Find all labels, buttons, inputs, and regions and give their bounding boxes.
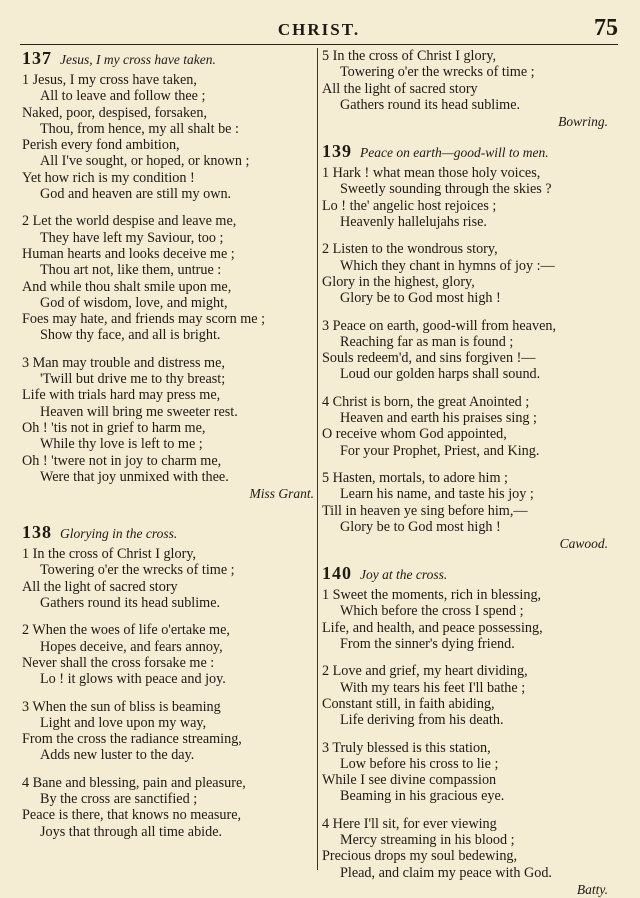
verse-line: Life, and health, and peace possessing,	[322, 619, 543, 636]
stanza	[322, 663, 608, 728]
verse-line: Peace is there, that knows no measure,	[22, 807, 242, 824]
stanza	[322, 165, 608, 230]
verse-line: 1 In the cross of Christ I glory,	[22, 546, 197, 563]
hymn-header	[22, 48, 314, 70]
stanza	[322, 394, 608, 459]
verse-line: Light and love upon my way,	[40, 714, 207, 731]
hymn-title: Glorying in the cross.	[60, 526, 178, 542]
verse-line: Reaching far as man is found ;	[340, 333, 514, 350]
verse-line: Glory be to God most high !	[340, 518, 501, 535]
verse-line: 'Twill but drive me to thy breast;	[40, 371, 226, 388]
verse-line: 1 Hark ! what mean those holy voices,	[322, 165, 541, 182]
stanza	[22, 213, 314, 343]
verse-line: Low before his cross to lie ;	[340, 755, 499, 772]
verse-line: 4 Bane and blessing, pain and pleasure,	[22, 774, 246, 791]
verse-line: From the sinner's dying friend.	[340, 636, 515, 653]
verse-line: While I see divine compassion	[322, 772, 497, 789]
verse-line: Oh ! 'tis not in grief to harm me,	[22, 419, 206, 436]
verse-line: They have left my Saviour, too ;	[40, 229, 224, 246]
verse-line: All the light of sacred story	[322, 80, 478, 97]
verse-line: Lo ! the' angelic host rejoices ;	[322, 197, 497, 214]
verse-line: Mercy streaming in his blood ;	[340, 831, 515, 848]
hymn-header	[322, 141, 608, 163]
hymn-author: Batty.	[576, 881, 608, 897]
verse-line: Lo ! it glows with peace and joy.	[40, 671, 226, 688]
verse-line: Yet how rich is my condition !	[22, 169, 195, 186]
verse-line: Till in heaven ye sing before him,—	[322, 502, 528, 519]
verse-line: 5 In the cross of Christ I glory,	[322, 48, 497, 64]
page-header	[20, 14, 618, 45]
hymn-number: 139	[322, 141, 352, 162]
verse-line: Heavenly hallelujahs rise.	[340, 214, 487, 231]
verse-line: Perish every fond ambition,	[22, 137, 180, 154]
verse-line: Loud our golden harps shall sound.	[340, 366, 541, 383]
verse-line: Towering o'er the wrecks of time ;	[340, 64, 535, 81]
verse-line: God of wisdom, love, and might,	[40, 294, 228, 311]
verse-line: Sweetly sounding through the skies ?	[340, 181, 552, 198]
verse-line: And while thou shalt smile upon me,	[22, 278, 232, 295]
verse-line: Learn his name, and taste his joy ;	[340, 486, 534, 503]
hymn-number: 140	[322, 563, 352, 584]
verse-line: 1 Sweet the moments, rich in blessing,	[322, 587, 542, 604]
stanza	[322, 587, 608, 652]
hymn-title: Joy at the cross.	[360, 567, 448, 583]
verse-line: Plead, and claim my peace with God.	[340, 864, 552, 881]
verse-line: Were that joy unmixed with thee.	[40, 468, 229, 485]
hymn-number: 138	[22, 522, 52, 543]
stanza	[22, 355, 314, 485]
verse-line: While thy love is left to me ;	[40, 436, 203, 453]
hymn-author: Bowring.	[558, 114, 608, 130]
verse-line: Human hearts and looks deceive me ;	[22, 245, 235, 262]
verse-line: God and heaven are still my own.	[40, 186, 232, 203]
verse-line: Thou art not, like them, untrue :	[40, 262, 222, 279]
hymn-author: Cawood.	[559, 536, 608, 552]
left-column	[22, 48, 314, 840]
page-number: 75	[594, 15, 618, 41]
verse-line: From the cross the radiance streaming,	[22, 731, 242, 748]
verse-line: 3 Peace on earth, good-will from heaven,	[322, 317, 557, 334]
running-title: CHRIST.	[277, 20, 361, 39]
verse-line: 2 Listen to the wondrous story,	[322, 241, 498, 258]
stanza	[322, 470, 608, 535]
verse-line: 2 When the woes of life o'ertake me,	[22, 622, 230, 639]
verse-line: All I've sought, or hoped, or known ;	[40, 153, 250, 170]
verse-line: Joys that through all time abide.	[40, 823, 223, 840]
verse-line: 4 Here I'll sit, for ever viewing	[322, 815, 497, 832]
verse-line: Precious drops my soul bedewing,	[322, 848, 518, 865]
stanza	[322, 241, 608, 306]
verse-line: Oh ! 'twere not in joy to charm me,	[22, 452, 222, 469]
verse-line: Heaven will bring me sweeter rest.	[40, 403, 238, 420]
verse-line: 1 Jesus, I my cross have taken,	[22, 72, 197, 88]
stanza	[22, 775, 314, 840]
verse-line: Naked, poor, despised, forsaken,	[22, 104, 207, 121]
verse-line: Towering o'er the wrecks of time ;	[40, 562, 235, 579]
verse-line: Gathers round its head sublime.	[40, 595, 221, 612]
stanza	[22, 699, 314, 764]
hymn-header	[22, 522, 314, 544]
hymn-header	[322, 563, 608, 585]
verse-line: Show thy face, and all is bright.	[40, 327, 221, 344]
verse-line: By the cross are sanctified ;	[40, 790, 198, 807]
verse-line: Thou, from hence, my all shalt be :	[40, 120, 239, 137]
stanza	[322, 816, 608, 881]
verse-line: With my tears his feet I'll bathe ;	[340, 679, 526, 696]
verse-line: Foes may hate, and friends may scorn me ;	[22, 311, 266, 328]
verse-line: Which they chant in hymns of joy :—	[340, 257, 555, 274]
verse-line: Life deriving from his death.	[340, 712, 504, 729]
verse-line: 3 Truly blessed is this station,	[322, 739, 491, 756]
verse-line: Souls redeem'd, and sins forgiven !—	[322, 350, 536, 367]
verse-line: Constant still, in faith abiding,	[322, 695, 495, 712]
verse-line: Glory be to God most high !	[340, 290, 501, 307]
verse-line: All the light of sacred story	[22, 578, 178, 595]
verse-line: 3 When the sun of bliss is beaming	[22, 698, 221, 715]
right-column	[322, 48, 608, 898]
verse-line: Heaven and earth his praises sing ;	[340, 410, 537, 427]
verse-line: Glory in the highest, glory,	[322, 273, 475, 290]
stanza	[22, 622, 314, 687]
verse-line: Never shall the cross forsake me :	[22, 654, 215, 671]
verse-line: Which before the cross I spend ;	[340, 603, 524, 620]
verse-line: 5 Hasten, mortals, to adore him ;	[322, 469, 508, 486]
stanza	[322, 48, 608, 113]
verse-line: Adds new luster to the day.	[40, 747, 195, 764]
verse-line: All to leave and follow thee ;	[40, 88, 206, 105]
hymn-number: 137	[22, 48, 52, 68]
hymn-title: Jesus, I my cross have taken.	[60, 52, 216, 67]
stanza	[22, 546, 314, 611]
hymn-author: Miss Grant.	[249, 486, 314, 502]
verse-line: Hopes deceive, and fears annoy,	[40, 638, 223, 655]
stanza	[322, 318, 608, 383]
verse-line: Beaming in his gracious eye.	[340, 788, 505, 805]
verse-line: Life with trials hard may press me,	[22, 387, 221, 404]
verse-line: O receive whom God appointed,	[322, 426, 507, 443]
verse-line: Gathers round its head sublime.	[340, 96, 521, 113]
hymn-title: Peace on earth—good-will to men.	[360, 145, 549, 161]
verse-line: 3 Man may trouble and distress me,	[22, 354, 225, 371]
verse-line: 2 Love and grief, my heart dividing,	[322, 663, 528, 680]
stanza	[22, 72, 314, 202]
verse-line: 4 Christ is born, the great Anointed ;	[322, 393, 530, 410]
verse-line: For your Prophet, Priest, and King.	[340, 442, 540, 459]
stanza	[322, 740, 608, 805]
column-divider	[317, 48, 318, 870]
verse-line: 2 Let the world despise and leave me,	[22, 213, 237, 230]
